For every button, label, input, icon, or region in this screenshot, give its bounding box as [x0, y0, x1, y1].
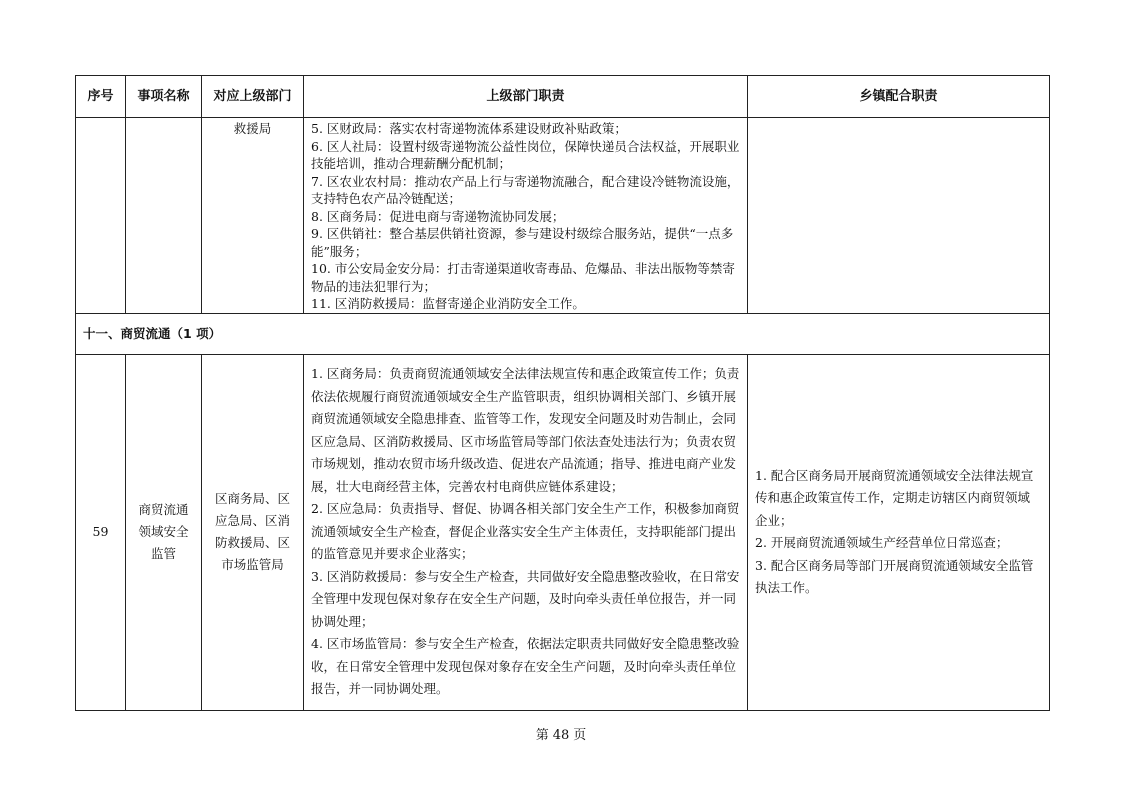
duty-item: 1. 区商务局：负责商贸流通领域安全法律法规宣传和惠企政策宣传工作；负责依法依规履行商贸流通领域安全生产监管职责，组织协调相关部门、乡镇开展商贸流通领域安全隐患排查、监管等工作，发现安全问题及时劝告制止，会同区应急局、区消防救援局、区市场监管局等部门依法查处违法行为；负责农贸市场规划，推动农贸市场升级改造、促进农产品流通；指导、推进电商产业发展，壮大电商经营主体，完善农村电商供应链体系建设；	[311, 366, 740, 494]
continued-town-duties	[748, 118, 1050, 314]
duty-item: 5. 区财政局：落实农村寄递物流体系建设财政补贴政策；	[311, 121, 627, 136]
continued-dept: 救援局	[202, 118, 304, 314]
header-number: 序号	[76, 76, 126, 118]
continued-duties	[304, 118, 748, 314]
duty-item: 7. 区农业农村局：推动农产品上行与寄递物流融合，配合建设冷链物流设施，支持特色农产品冷链配送；	[311, 173, 740, 206]
duty-item: 10. 市公安局金安分局：打击寄递渠道收寄毒品、危爆品、非法出版物等禁寄物品的违法犯罪行为；	[311, 261, 735, 294]
town-duty-item: 3. 配合区商务局等部门开展商贸流通领域安全监管执法工作。	[755, 557, 1034, 595]
duty-item: 9. 区供销社：整合基层供销社资源，参与建设村级综合服务站，提供“一点多能”服务；	[311, 226, 734, 259]
continued-name	[126, 118, 202, 314]
duty-item: 11. 区消防救援局：监督寄递企业消防安全工作。	[311, 296, 585, 311]
continued-number	[76, 118, 126, 314]
section-row	[76, 313, 1050, 354]
page-footer	[0, 724, 1122, 743]
town-duty-item: 2. 开展商贸流通领域生产经营单位日常巡查；	[755, 535, 1009, 550]
header-row	[76, 76, 1050, 118]
table-row-59	[76, 354, 1050, 710]
page-suffix: 页	[573, 728, 587, 743]
duty-item: 4. 区市场监管局：参与安全生产检查，依据法定职责共同做好安全隐患整改验收，在日常安全管理中发现包保对象存在安全生产问题，及时向牵头责任单位报告，并一同协调处理。	[311, 636, 740, 697]
header-dept: 对应上级部门	[202, 76, 304, 118]
duty-item: 8. 区商务局：促进电商与寄递物流协同发展；	[311, 208, 565, 224]
row-town-duties	[748, 354, 1050, 710]
row-number: 59	[76, 354, 126, 710]
duty-table	[75, 75, 1050, 711]
row-dept-duties	[304, 354, 748, 710]
duty-item: 3. 区消防救援局：参与安全生产检查，共同做好安全隐患整改验收，在日常安全管理中发现包保对象存在安全生产问题，及时向牵头责任单位报告，并一同协调处理；	[311, 568, 740, 629]
row-item-name: 商贸流通领域安全监管	[126, 354, 202, 710]
page-prefix: 第	[535, 728, 549, 743]
town-duty-item: 1. 配合区商务局开展商贸流通领域安全法律法规宣传和惠企政策宣传工作，定期走访辖区内商贸领域企业；	[755, 467, 1034, 528]
page-number: 48	[552, 728, 570, 743]
section-count: （1 项）	[170, 325, 222, 341]
duty-item: 6. 区人社局：设置村级寄递物流公益性岗位，保障快递员合法权益，开展职业技能培训，推动合理薪酬分配机制；	[311, 138, 740, 171]
section-heading	[76, 313, 1050, 354]
header-item-name: 事项名称	[126, 76, 202, 118]
header-dept-duties: 上级部门职责	[304, 76, 748, 118]
row-dept: 区商务局、区应急局、区消防救援局、区市场监管局	[202, 354, 304, 710]
table-row-continued	[76, 118, 1050, 314]
header-town-duties: 乡镇配合职责	[748, 76, 1050, 118]
section-title: 十一、商贸流通	[83, 325, 171, 341]
duty-item: 2. 区应急局：负责指导、督促、协调各相关部门安全生产工作，积极参加商贸流通领域安全生产检查，督促企业落实安全生产主体责任，支持职能部门提出的监管意见并要求企业落实；	[311, 501, 740, 562]
